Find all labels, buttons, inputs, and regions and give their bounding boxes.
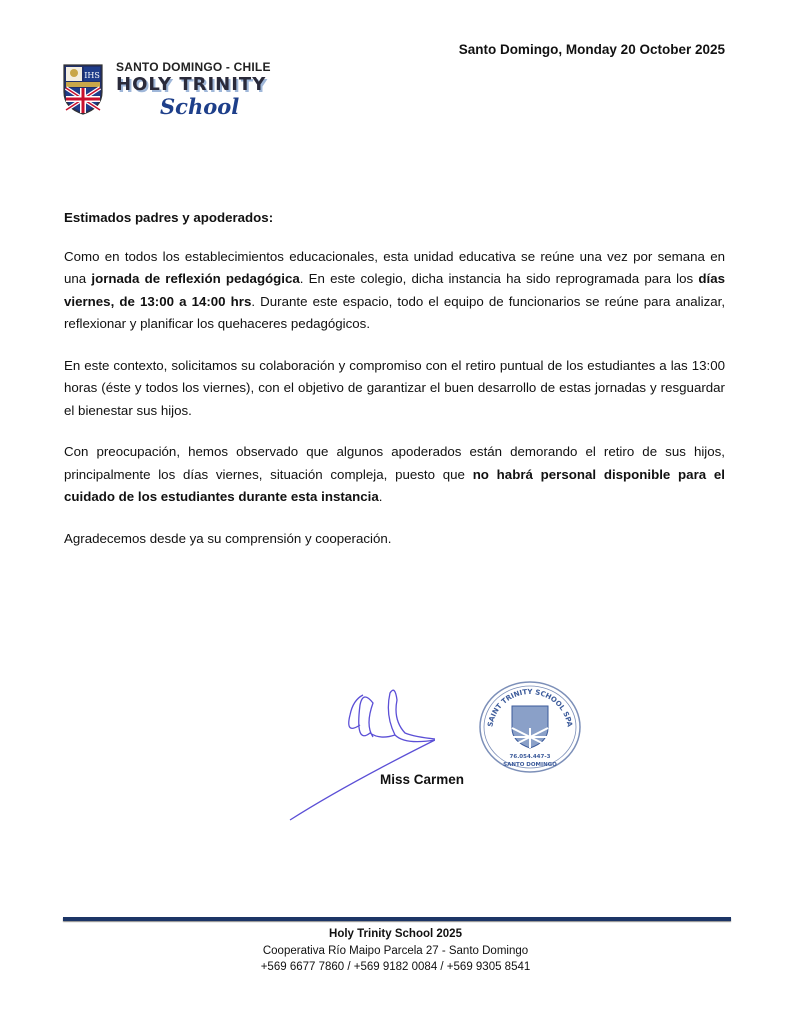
stamp-city: SANTO DOMINGO [503,762,557,768]
stamp-ring-text: SAINT TRINITY SCHOOL SPA [486,687,574,728]
date-line: Santo Domingo, Monday 20 October 2025 [458,42,725,57]
paragraph [64,355,725,423]
emphasis-text: días viernes, de 13:00 a 14:00 hrs [64,271,725,309]
footer [0,926,791,976]
body-text: . [378,489,383,504]
school-logo [62,60,292,140]
body-text: . En este colegio, dicha instancia ha sido reprogramada para los [299,271,699,286]
footer-phones: +569 6677 7860 / +569 9182 0084 / +569 9305 8541 [260,961,531,973]
footer-address: Cooperativa Río Maipo Parcela 27 - Santo Domingo [262,944,529,957]
logo-text-block [116,60,292,119]
logo-school-name: HOLY TRINITY [116,74,267,95]
letter-body [64,207,725,569]
body-text: Con preocupación, hemos observado que algunos apoderados están demorando el retiro de sus hijos, principalmente los días viernes, situación compleja, puesto que [64,444,725,482]
handwritten-signature [285,685,435,825]
paragraph [64,528,725,551]
footer-divider [63,917,731,921]
body-text: En este contexto, solicitamos su colaboración y compromiso con el retiro puntual de los estudiantes a las 13:00 horas (éste y todos los viernes), con el objetivo de garantizar el buen desarrollo de estas jornadas y resguardar el bienestar sus hijos. [64,357,725,418]
logo-location-text: SANTO DOMINGO - CHILE [116,60,271,74]
body-text: Como en todos los establecimientos educacionales, esta unidad educativa se reúne una vez por semana en una [64,248,725,286]
signer-name: Miss Carmen [380,772,465,787]
body-text: . Durante este espacio, todo el equipo de funcionarios se reúne para analizar, reflexionar y planificar los quehaceres pedagógicos. [64,293,726,331]
body-text: Agradecemos desde ya su comprensión y cooperación. [64,530,392,546]
emphasis-text: jornada de reflexión pedagógica [91,271,300,286]
paragraph [64,246,725,336]
footer-school: Holy Trinity School 2025 [329,928,462,940]
emphasis-text: no habrá personal disponible para el cuidado de los estudiantes durante esta instancia [64,466,725,504]
logo-script-text: School [160,94,240,119]
paragraph [64,441,725,509]
school-stamp [478,680,582,774]
stamp-rut: 76.054.447-3 [509,754,551,760]
shield-monogram: IHS [84,71,100,80]
school-crest-icon [62,62,104,116]
salutation: Estimados padres y apoderados: [64,210,274,225]
